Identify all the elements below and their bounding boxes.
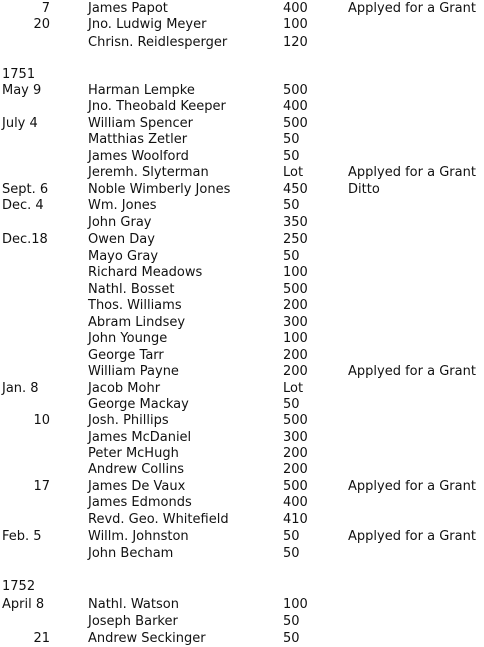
entry-date: 21 [33, 631, 50, 646]
entry-name: William Payne [88, 364, 179, 379]
entry-date: 10 [33, 413, 50, 428]
entry-acres: 500 [283, 282, 308, 297]
entry-row [0, 545, 484, 562]
entry-row [0, 98, 484, 115]
year-heading: 1752 [2, 579, 36, 594]
entry-date: July 4 [2, 116, 38, 131]
entry-acres: 50 [283, 631, 300, 646]
entry-name: Chrisn. Reidlesperger [88, 35, 228, 50]
entry-note: Applyed for a Grant [348, 529, 476, 544]
entry-name: Peter McHugh [88, 446, 179, 461]
entry-acres: 50 [283, 149, 300, 164]
entry-acres: 200 [283, 364, 308, 379]
entry-note: Ditto [348, 182, 380, 197]
entry-row [0, 630, 484, 647]
entry-name: James Woolford [88, 149, 189, 164]
entry-row [0, 16, 484, 33]
entry-name: Matthias Zetler [88, 132, 188, 147]
entry-note: Applyed for a Grant [348, 479, 476, 494]
entry-row [0, 82, 484, 99]
entry-acres: 50 [283, 132, 300, 147]
entry-acres: 50 [283, 529, 300, 544]
entry-acres: 100 [283, 597, 308, 612]
entry-name: Thos. Williams [88, 298, 182, 313]
entry-acres: 100 [283, 265, 308, 280]
entry-date: 20 [33, 17, 50, 32]
entry-name: Jacob Mohr [88, 381, 161, 396]
entry-acres: 200 [283, 298, 308, 313]
entry-row [0, 363, 484, 380]
entry-name: James McDaniel [88, 430, 192, 445]
entry-acres: 400 [283, 99, 308, 114]
entry-acres: 500 [283, 413, 308, 428]
entry-name: Owen Day [88, 232, 155, 247]
entry-row [0, 511, 484, 528]
entry-name: Nathl. Watson [88, 597, 179, 612]
entry-acres: 200 [283, 446, 308, 461]
entry-acres: 410 [283, 512, 308, 527]
entry-acres: 50 [283, 614, 300, 629]
entry-name: Jno. Ludwig Meyer [88, 17, 207, 32]
entry-acres: 450 [283, 182, 308, 197]
entry-acres: 50 [283, 546, 300, 561]
entry-row [0, 248, 484, 265]
entry-row [0, 214, 484, 231]
entry-acres: 300 [283, 430, 308, 445]
entry-date: Dec. 4 [2, 198, 44, 213]
entry-row [0, 461, 484, 478]
entry-row [0, 0, 484, 17]
entry-name: Mayo Gray [88, 249, 159, 264]
entry-name: Richard Meadows [88, 265, 203, 280]
entry-row [0, 34, 484, 51]
entry-acres: 200 [283, 348, 308, 363]
entry-row [0, 412, 484, 429]
entry-row [0, 231, 484, 248]
entry-name: Willm. Johnston [88, 529, 189, 544]
entry-name: James De Vaux [88, 479, 186, 494]
entry-name: Abram Lindsey [88, 315, 186, 330]
entry-acres: 500 [283, 479, 308, 494]
entry-acres: 100 [283, 17, 308, 32]
entry-acres: 400 [283, 495, 308, 510]
entry-name: Andrew Seckinger [88, 631, 206, 646]
entry-acres: 50 [283, 198, 300, 213]
entry-name: Wm. Jones [88, 198, 157, 213]
entry-row [0, 330, 484, 347]
entry-name: James Papot [88, 1, 168, 16]
entry-row [0, 396, 484, 413]
entry-acres: Lot [283, 381, 304, 396]
entry-name: Noble Wimberly Jones [88, 182, 231, 197]
entry-row [0, 181, 484, 198]
entry-name: Jno. Theobald Keeper [88, 99, 226, 114]
entry-name: John Gray [88, 215, 152, 230]
entry-acres: 100 [283, 331, 308, 346]
entry-name: Joseph Barker [88, 614, 178, 629]
entry-row [0, 380, 484, 397]
entry-row [0, 429, 484, 446]
entry-acres: 400 [283, 1, 308, 16]
entry-name: John Becham [88, 546, 174, 561]
year-heading: 1751 [2, 67, 36, 82]
entry-date: May 9 [2, 83, 42, 98]
entry-acres: 250 [283, 232, 308, 247]
year-heading-row [0, 66, 484, 83]
entry-row [0, 164, 484, 181]
entry-acres: 300 [283, 315, 308, 330]
entry-note: Applyed for a Grant [348, 165, 476, 180]
entry-acres: 50 [283, 249, 300, 264]
entry-acres: 120 [283, 35, 308, 50]
entry-name: Andrew Collins [88, 462, 185, 477]
entry-date: 17 [33, 479, 50, 494]
entry-name: George Mackay [88, 397, 189, 412]
entry-acres: 500 [283, 116, 308, 131]
entry-row [0, 528, 484, 545]
entry-name: Revd. Geo. Whitefield [88, 512, 229, 527]
entry-name: William Spencer [88, 116, 194, 131]
entry-acres: 350 [283, 215, 308, 230]
entry-row [0, 445, 484, 462]
entry-name: John Younge [88, 331, 168, 346]
year-heading-row [0, 578, 484, 595]
entry-date: April 8 [2, 597, 45, 612]
entry-name: Harman Lempke [88, 83, 195, 98]
entry-date: Sept. 6 [2, 182, 49, 197]
entry-date: 7 [41, 1, 50, 16]
entry-row [0, 197, 484, 214]
entry-row [0, 264, 484, 281]
entry-name: Jeremh. Slyterman [88, 165, 209, 180]
entry-date: Dec.18 [2, 232, 48, 247]
entry-row [0, 347, 484, 364]
entry-name: George Tarr [88, 348, 164, 363]
entry-note: Applyed for a Grant [348, 1, 476, 16]
entry-row [0, 478, 484, 495]
entry-row [0, 314, 484, 331]
entry-acres: 500 [283, 83, 308, 98]
entry-row [0, 297, 484, 314]
entry-date: Feb. 5 [2, 529, 42, 544]
entry-row [0, 148, 484, 165]
entry-row [0, 281, 484, 298]
entry-acres: 50 [283, 397, 300, 412]
entry-name: James Edmonds [88, 495, 192, 510]
entry-note: Applyed for a Grant [348, 364, 476, 379]
entry-row [0, 613, 484, 630]
entry-row [0, 494, 484, 511]
entry-row [0, 131, 484, 148]
entry-name: Nathl. Bosset [88, 282, 175, 297]
entry-acres: Lot [283, 165, 304, 180]
entry-row [0, 115, 484, 132]
entry-row [0, 596, 484, 613]
entry-name: Josh. Phillips [88, 413, 169, 428]
entry-date: Jan. 8 [2, 381, 39, 396]
entry-acres: 200 [283, 462, 308, 477]
